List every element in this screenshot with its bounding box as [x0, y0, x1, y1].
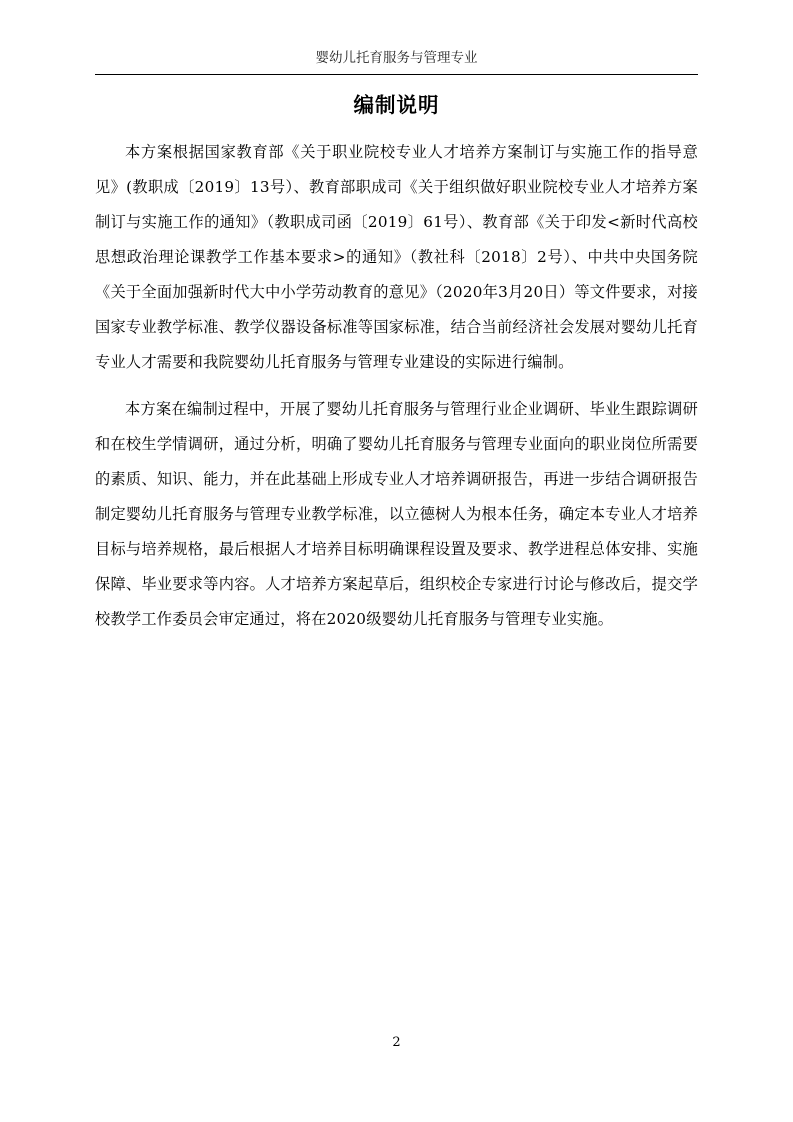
document-body [95, 135, 698, 649]
page-number: 2 [392, 1035, 401, 1050]
running-header: 婴幼儿托育服务与管理专业 [315, 50, 478, 66]
body-paragraph-2: 本方案在编制过程中，开展了婴幼儿托育服务与管理行业企业调研、毕业生跟踪调研和在校生学情调研，通过分析，明确了婴幼儿托育服务与管理专业面向的职业岗位所需要的素质、知识、能力，并在此基础上形成专业人才培养调研报告，再进一步结合调研报告制定婴幼儿托育服务与管理专业教学标准，以立德树人为根本任务，确定本专业人才培养目标与培养规格，最后根据人才培养目标明确课程设置及要求、教学进程总体安排、实施保障、毕业要求等内容。人才培养方案起草后，组织校企专家进行讨论与修改后，提交学校教学工作委员会审定通过，将在2020级婴幼儿托育服务与管理专业实施。 [95, 400, 698, 628]
page-title: 编制说明 [353, 93, 440, 117]
header-divider [95, 74, 698, 75]
body-paragraph-1: 本方案根据国家教育部《关于职业院校专业人才培养方案制订与实施工作的指导意见》(教职成〔2019〕13号）、教育部职成司《关于组织做好职业院校专业人才培养方案制订与实施工作的通知》（教职成司函〔2019〕61号）、教育部《关于印发<新时代高校思想政治理论课教学工作基本要求>的通知》（教社科〔2018〕2号）、中共中央国务院《关于全面加强新时代大中小学劳动教育的意见》（2020年3月20日）等文件要求，对接国家专业教学标准、教学仪器设备标准等国家标准，结合当前经济社会发展对婴幼儿托育专业人才需要和我院婴幼儿托育服务与管理专业建设的实际进行编制。 [95, 143, 698, 371]
